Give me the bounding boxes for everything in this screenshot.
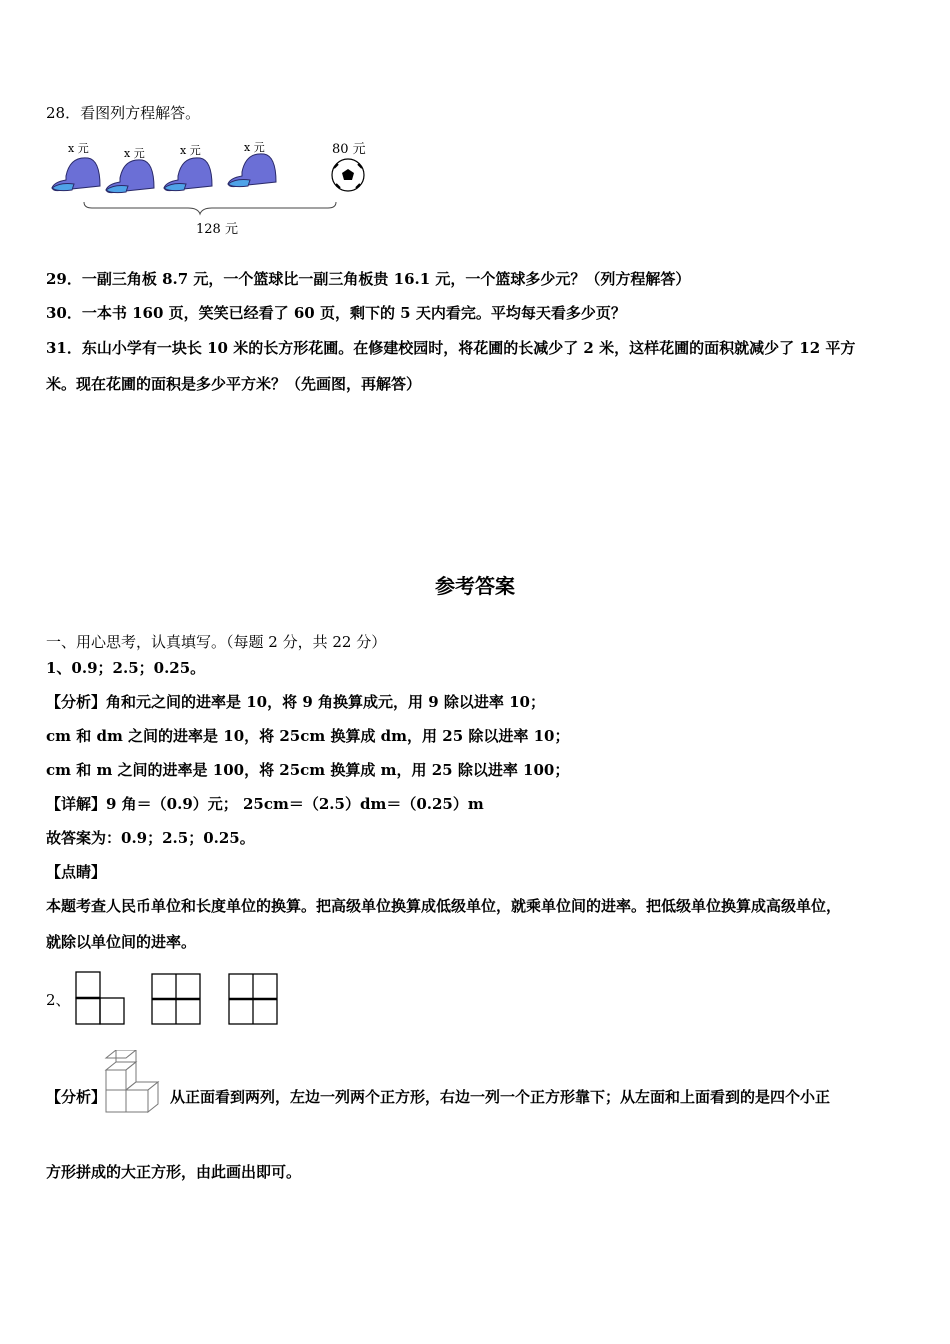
a2-analysis-tag: 【分析】 — [46, 1088, 107, 1106]
a1-comment-line1: 本题考查人民币单位和长度单位的换算。把高级单位换算成低级单位，就乘单位间的进率。把低级单位换算成高级单位， — [46, 897, 842, 915]
hat-price-label: x 元 — [124, 147, 145, 160]
q31-text-line2: 米。现在花圃的面积是多少平方米？（先画图，再解答） — [46, 375, 422, 393]
hat-price-label: x 元 — [180, 144, 201, 157]
q28-figure — [48, 138, 378, 238]
a1-comment-line2: 就除以单位间的进率。 — [46, 933, 197, 951]
total-brace — [84, 202, 336, 214]
a1-analysis-line2: cm 和 dm 之间的进率是 10，将 25cm 换算成 dm，用 25 除以进率 10； — [46, 727, 570, 745]
a1-analysis-line1: 【分析】角和元之间的进率是 10，将 9 角换算成元，用 9 除以进率 10； — [46, 693, 545, 711]
a1-conclusion: 故答案为：0.9；2.5；0.25。 — [46, 829, 255, 847]
a1-answer: 1、0.9；2.5；0.25。 — [46, 659, 206, 677]
a1-comment-title: 【点睛】 — [46, 863, 107, 881]
left-view — [152, 974, 200, 1024]
answer-title: 参考答案 — [435, 574, 515, 598]
q28-text: 28．看图列方程解答。 — [46, 104, 201, 122]
q31-text-line1: 31．东山小学有一块长 10 米的长方形花圃。在修建校园时，将花圃的长减少了 2 米，这样花圃的面积就减少了 12 平方 — [46, 339, 856, 357]
q29-text: 29．一副三角板 8.7 元，一个篮球比一副三角板贵 16.1 元，一个篮球多少元？（列方程解答） — [46, 270, 691, 288]
top-view — [229, 974, 277, 1024]
section-heading: 一、用心思考，认真填写。（每题 2 分，共 22 分） — [46, 633, 387, 651]
cap-icon — [106, 160, 154, 193]
cube-stack-drawing — [102, 1050, 164, 1118]
front-view — [76, 972, 124, 1024]
a2-label: 2、 — [46, 991, 71, 1009]
cap-icon — [52, 158, 100, 191]
ball-price-label: 80 元 — [332, 142, 366, 157]
cap-icon — [228, 154, 276, 187]
hat-price-label: x 元 — [68, 142, 89, 155]
total-price-label: 128 元 — [196, 222, 238, 237]
hat-price-label: x 元 — [244, 141, 265, 154]
three-view-drawings — [74, 970, 284, 1028]
a2-analysis-line2: 方形拼成的大正方形，由此画出即可。 — [46, 1163, 302, 1181]
a1-detail: 【详解】9 角＝（0.9）元； 25cm＝（2.5）dm＝（0.25）m — [46, 795, 484, 813]
a2-analysis-line1: 从正面看到两列，左边一列两个正方形，右边一列一个正方形靠下；从左面和上面看到的是四个小正 — [170, 1088, 831, 1106]
soccer-ball-icon — [332, 159, 364, 191]
cap-icon — [164, 158, 212, 191]
a1-analysis-line3: cm 和 m 之间的进率是 100，将 25cm 换算成 m，用 25 除以进率 100； — [46, 761, 570, 779]
q30-text: 30．一本书 160 页，笑笑已经看了 60 页，剩下的 5 天内看完。平均每天看多少页？ — [46, 304, 626, 322]
